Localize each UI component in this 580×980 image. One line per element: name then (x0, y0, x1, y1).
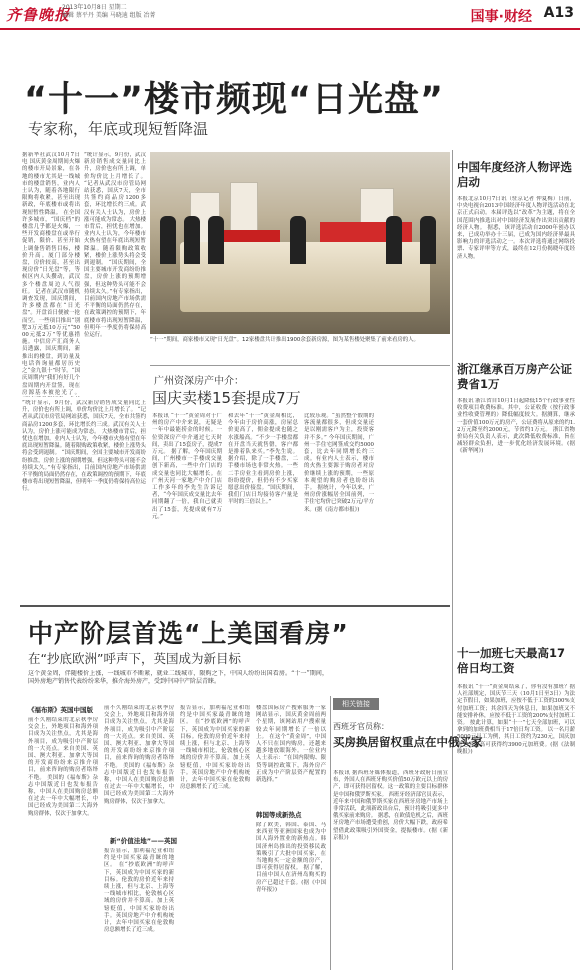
rail-story-2-body: 本报讯 浙江省自10月1日起降低15个行政事业性收费项目收费标准。其中，公证收费（按行政事业性收费管理的）降低幅度较大。据测算，继承一套价值100万元的房产，公证费将从原来的约1.2万元降至约2000元，节省约1万元。 浙江省物价局有关负责人表示，此次降低收费标准，旨在减轻群众负担，进一步优化经济发展环境。(据《新华网》) (457, 398, 575, 455)
lead-col-5: 比较乐观。“虽然整个假期的客流量都很多，但成交量还是以刚需客户为主，投资客并不多。” 今年国庆期间，广州一手住宅网签成交约5000套，比去年同期增长约三成。有业内人士表示，楼市的火热主要源于购房者对房价继续上涨的预期，一些原本观望的购房者也纷纷出手。 据统计，今年以来，广州房价涨幅居全国前列，一手住宅均价已突破2万元/平方米。(据《南方都市报》) (304, 413, 374, 513)
photo-person (160, 216, 176, 264)
masthead (0, 0, 580, 30)
second-headline: 中产阶层首选“上美国看房” (28, 619, 349, 648)
lead-col-1b: ”统计显示，9月份，武汉新房销售成交量同比上升，房价也有所上调，单价均价比上月增长了。 “记者从武汉市房管局网站获悉，国庆7天，全市共签约商品房1200多套，环比增长约三成。武汉有关人士认为，房价上涨可能成为常态。 大热楼市背后，担忧也在增加。业内人士认为，今年楼市火热有望在年底出现短暂降温。随着限购政策收紧，楼价上涨势头将会受到遏制。 “国庆期间，全国主要城市开发商纷纷推盘，房价上涨的预期增强，但这种势头可能不会持续太久。”有专家指出，目前国内房地产市场供需不平衡的局面仍然存在，在政策调控的预期下，年底楼市将出现短暂降温，但明年一季度仍将保持高位运行。 (22, 400, 146, 493)
photo-person (208, 216, 224, 264)
rail-story-1-title: 中国年度经济人物评选启动 (457, 160, 572, 189)
photo-person (386, 216, 402, 264)
photo-person (420, 216, 436, 264)
issue-meta (62, 4, 156, 20)
pull-label: 广州资深房产中介： (154, 376, 244, 387)
second-col-2a: 前不久刚结束的北京秋季房交会上，外地项目和海外项目成为关注焦点，尤其是海外项目，成为吸引中产阶层的一大亮点。来自美国、英国、澳大利亚、加拿大等国的开发商纷纷来京推介项目，前来咨询的购房者络绎不绝。 美国的《福布斯》杂志中国版近日也发布报告称，中国人在美国购房总额在过去一年中大幅增长，中国已经成为美国第二大海外购房群体，仅次于加拿大。 (104, 705, 174, 805)
lead-col-1: 据新华社武汉10月7日电 国庆黄金周期间火爆的楼市开局景象，在各地的楼市尤其是一线城市的楼盘销售，业内人士认为，随着各地限行限购将收紧，甚至出现新政，年底楼市或将出现短暂性降温。 在全国许多城市，“国庆档”的楼盘几乎都是火爆，一些开发商楼盘在或举行促销，限价、甚至开始上调备售销售目标，楼价升高。厦门部分楼盘，房价较高，甚至出现房价“日光盘”等，等候区内人头攒动，武汉多个楼盘周边人气很旺。 记者在武汉市随机调查发现，国庆期间，许多楼盘都在“日光盘”。开盘首日便被一抢而空。一些项目推出“别墅3万元抵10万元”“5000元抵2万”等优惠措施。中信房产汇商务人员透露，国庆期间，新推出的楼盘，到访量及电话咨询量都居历史之“金九银十”时节。“国庆周期内”我们有好几个盘周期内开盘签，现在房源基本被抢光了。 (22, 152, 80, 396)
section-divider (20, 605, 450, 607)
lead-subhead: 专家称，年底或现短暂降温 (28, 120, 209, 138)
lead-headline: “十一”楼市频现“日光盘” (24, 80, 445, 120)
second-col-2: 报告显示，加利福尼亚和纽约是中国买家最青睐的地区。 在“抄底欧洲”的呼声下，英国成为中国买家的新目标。伦敦的房价近年来持续上涨，但与北京、上海等一线城市相比，伦敦核心区域的房价并不算高。加上英镑贬值，中国买家纷纷出手。英国房地产中介机构统计，去年中国买家在伦敦购房总额增长了近三成。 (104, 848, 174, 934)
second-col-3: 报告显示，加利福尼亚和纽约是中国买家最青睐的地区。 在“抄底欧洲”的呼声下，英国成为中国买家的新目标。伦敦的房价近年来持续上涨，但与北京、上海等一线城市相比，伦敦核心区域的房价并不算高。加上英镑贬值，中国买家纷纷出手。英国房地产中介机构统计，去年中国买家在伦敦购房总额增长了近三成。 (180, 705, 250, 791)
page-number: A13 (543, 5, 574, 21)
issue-date: 2013年10月8日 星期二 (62, 4, 127, 11)
editor-credits: 编辑 蔡平丹 美编 马晓迪 组版 冶菁 (62, 12, 156, 19)
second-col-1: 前不久刚结束的北京秋季房交会上，外地项目和海外项目成为关注焦点，尤其是海外项目，成为吸引中产阶层的一大亮点。来自美国、英国、澳大利亚、加拿大等国的开发商纷纷来京推介项目，前来咨询的购房者络绎不绝。 美国的《福布斯》杂志中国版近日也发布报告称，中国人在美国购房总额在过去一年中大幅增长，中国已经成为美国第二大海外购房群体，仅次于加拿大。 (28, 717, 98, 817)
second-col-4-head: 韩国等成新热点 (256, 811, 302, 819)
rail-story-2-title: 浙江继承百万房产公证费省1万 (457, 362, 572, 391)
box-body: 本报讯 据西班牙媒体报道，西班牙政府日前宣布，外国人在西班牙购买价值50万欧元以上的房产，即可获得居留权。这一政策的主要目标群体是中国和俄罗斯买家。 西班牙经济部官员表示，近年来中国和俄罗斯买家在西班牙房地产市场上非常活跃，此项新政出台后，预计将吸引更多中俄买家前来购房。 据悉，在欧债危机之后，西班牙房地产市场遭受重创，房价大幅下跌，政府希望借此政策吸引外国资金，提振楼市。(据《新京报》) (333, 770, 448, 841)
box-kicker: 西班牙官员称： (333, 722, 389, 731)
pull-quote: 国庆卖楼15套提成7万 (152, 389, 301, 407)
second-col-4a: 楼盘国际房产搜索服务一家网站显示，国庆黄金周前两个星期，该网站用户搜索量较去年同期增长了一倍以上。 在这个“黄金周”，中国人不只在国内购房，还越来越多地放眼海外。一位业内人士表示：“在国内限购、限贷等调控政策下，海外房产正成为中产阶层资产配置的新选择。” (256, 705, 326, 784)
lead-photo (150, 152, 450, 334)
rail-divider (452, 150, 453, 970)
related-link-label: 相关链接 (333, 698, 379, 710)
second-col-4: 除了欧美，韩国、泰国、马来西亚等亚洲国家也成为中国人海外置业的新热点。韩国济州岛推出的投资移民政策吸引了大批中国买家，在当地购买一定金额的房产，即可获得居留权。 据了解，目前中国人在济州岛购买的房产已超过千套。(据《中国青年报》) (256, 822, 326, 893)
second-subhead: 在“抄底欧洲”呼声下，英国成为新目标 (28, 651, 241, 666)
box-title: 买房换居留权重点在中俄买家 (333, 735, 483, 749)
section-title: 国事·财经 (470, 9, 532, 25)
second-lede: 这个黄金周，伴随楼价上涨，一线城市不断紧，就业二线城市，限购之下，中国人纷纷出国看房。“十一”期间，国外房地产销售代表纷纷来华，推介海外房产，受到中国中产阶层青睐。 (28, 670, 328, 685)
newspaper-logo: 齐鲁晚报 (6, 6, 71, 24)
photo-person (290, 216, 306, 264)
photo-person (184, 216, 200, 264)
rail-story-3-title: 十一加班七天最高17倍日均工资 (457, 646, 566, 675)
rail-story-1-body: 本报北京10月7日讯（驻京记者 仲夏梅）日前，中央电视台2013中国经济年度人物评选活动在北京正式启动。本届评选以“改革”为主题，将在全国范围内推选出对中国经济发展作出突出贡献的经济人物。 据悉，该评选活动自2000年创办以来，已成功举办十三届，已成为国内经济界最具影响力的评选活动之一。本次评选将通过网络投票、专家评审等方式，最终在12月份揭晓年度经济人物。 (457, 196, 575, 260)
rail-story-3-body: 本报讯 “十一”黄金周结束了，你有没有加班？据人社部规定，国庆节三天（10月1日至3日）为法定节假日，如果加班，应按不低于工资的300%支付加班工资；其余四天为休息日，如果加班又不能安排补休，应按不低于工资的200%支付加班工资。 按此计算，如果“十一”七天全部加班，可以拿到的加班费相当于17倍日均工资。 以一名月薪5000元员工为例，其日工资约为230元，国庆加班七天最高可获得约3900元加班费。(据《法制晚报》) (457, 684, 575, 755)
lead-col-3: 本报讯 “十一”黄金周对于广州的房产中介来说，无疑是一年中最能捞金的时候。一位资深房产中介通过七天时间，卖出了15套房子，提成7万元。 据了解，今年国庆期间，广州楼市一手楼成交量创下新高，一些中介门店的成交量也同比大幅增长。在广州天河一家地产中介门店工作多年的李先生告诉记者，“今年国庆成交量比去年同期翻了一倍，我自己就卖出了15套，光提成就有7万元。” (152, 413, 222, 520)
photo-caption: “十一”期间，商家楼市又现“日光盘”。12家楼盘共计推出1900余套新房源，图为某售楼处聚集了前来看房的人。 (150, 337, 419, 343)
lead-col-4: 和去年“十一”黄金周相比，今年由于房价高涨，房屋总价更高了，佣金提成也随之水涨船高。“不少一手楼盘都在开盘当天就售罄，客户都是排着队来买。”李先生说。 据介绍，除了一手楼盘，二手楼市场也非常火热。一些二手房业主看到房价上涨，纷纷提价，但仍有不少买家愿意出价接盘。“国庆期间，我们门店日均接待客户量是平时的三倍以上。” (228, 413, 298, 506)
second-col-1-head: 《福布斯》英国中国版 (28, 706, 93, 714)
second-col-2-head: 新“价值洼地”——英国 (110, 837, 178, 845)
lead-col-2: ”统计显示，9月份，武汉新房销售成交量同比上升，房价也有所上调，单价均价比上月增长了。 “记者从武汉市房管局网站获悉，国庆7天，全市共签约商品房1200多套，环比增长约三成。武汉有关人士认为，房价上涨可能成为常态。 大热楼市背后，担忧也在增加。业内人士认为，今年楼市火热有望在年底出现短暂降温。随着限购政策收紧，楼价上涨势头将会受到遏制。 “国庆期间，全国主要城市开发商纷纷推盘，房价上涨的预期增强，但这种势头可能不会持续太久。”有专家指出，目前国内房地产市场供需不平衡的局面仍然存在，在政策调控的预期下，年底楼市将出现短暂降温，但明年一季度仍将保持高位运行。 (84, 152, 146, 339)
divider (150, 365, 450, 366)
box-divider (330, 696, 331, 970)
